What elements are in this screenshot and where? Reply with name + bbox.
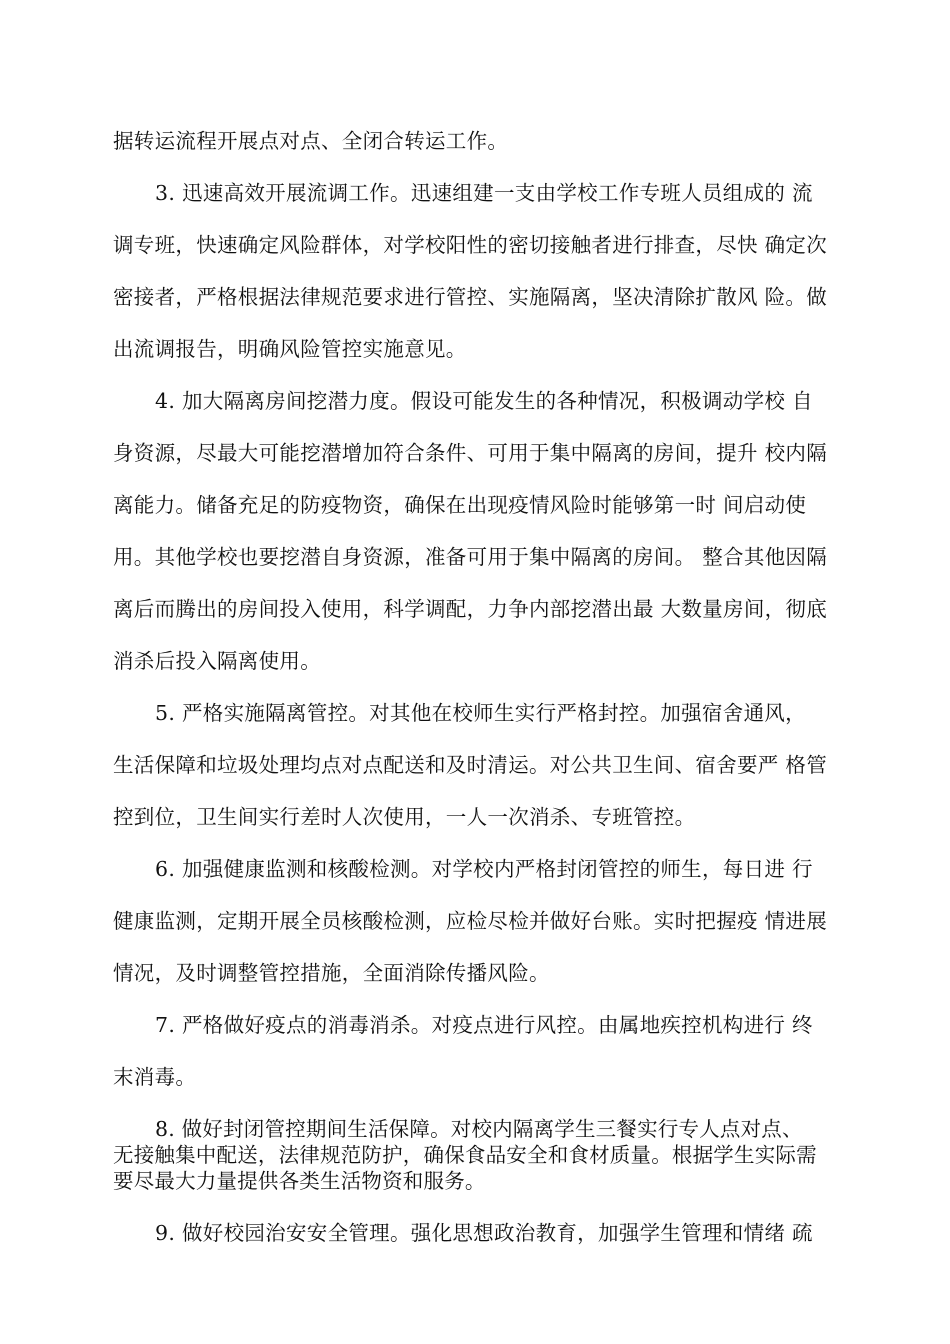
text-line: 7. 严格做好疫点的消毒消杀。对疫点进行风控。由属地疾控机构进行 终	[155, 1013, 813, 1037]
text-line: 离后而腾出的房间投入使用，科学调配，力争内部挖潜出最 大数量房间，彻底	[113, 597, 828, 621]
text-line: 生活保障和垃圾处理均点对点配送和及时清运。对公共卫生间、宿舍要严 格管	[113, 753, 828, 777]
text-line: 健康监测，定期开展全员核酸检测，应检尽检并做好台账。实时把握疫 情进展	[113, 909, 828, 933]
text-line: 身资源，尽最大可能挖潜增加符合条件、可用于集中隔离的房间，提升 校内隔	[113, 441, 828, 465]
text-line: 6. 加强健康监测和核酸检测。对学校内严格封闭管控的师生，每日进 行	[155, 857, 813, 881]
text-line: 3. 迅速高效开展流调工作。迅速组建一支由学校工作专班人员组成的 流	[155, 181, 813, 205]
text-line: 离能力。储备充足的防疫物资，确保在出现疫情风险时能够第一时 间启动使	[113, 493, 807, 517]
text-line: 调专班，快速确定风险群体，对学校阳性的密切接触者进行排查，尽快 确定次	[113, 233, 828, 257]
text-line: 消杀后投入隔离使用。	[113, 649, 321, 673]
text-line: 用。其他学校也要挖潜自身资源，准备可用于集中隔离的房间。 整合其他因隔	[113, 545, 828, 569]
text-line: 要尽最大力量提供各类生活物资和服务。	[113, 1169, 486, 1193]
text-line: 9. 做好校园治安安全管理。强化思想政治教育，加强学生管理和情绪 疏	[155, 1221, 813, 1245]
text-line: 密接者，严格根据法律规范要求进行管控、实施隔离，坚决清除扩散风 险。做	[113, 285, 828, 309]
text-line: 5. 严格实施隔离管控。对其他在校师生实行严格封控。加强宿舍通风，	[155, 701, 806, 725]
text-line: 4. 加大隔离房间挖潜力度。假设可能发生的各种情况，积极调动学校 自	[155, 389, 813, 413]
text-line: 末消毒。	[113, 1065, 197, 1089]
text-line: 8. 做好封闭管控期间生活保障。对校内隔离学生三餐实行专人点对点、	[155, 1117, 803, 1141]
text-line: 无接触集中配送，法律规范防护，确保食品安全和食材质量。根据学生实际需	[113, 1143, 817, 1167]
text-line: 控到位，卫生间实行差时人次使用，一人一次消杀、专班管控。	[113, 805, 696, 829]
text-line: 出流调报告，明确风险管控实施意见。	[113, 337, 467, 361]
text-line: 据转运流程开展点对点、全闭合转运工作。	[113, 129, 509, 153]
text-line: 情况，及时调整管控措施，全面消除传播风险。	[113, 961, 550, 985]
